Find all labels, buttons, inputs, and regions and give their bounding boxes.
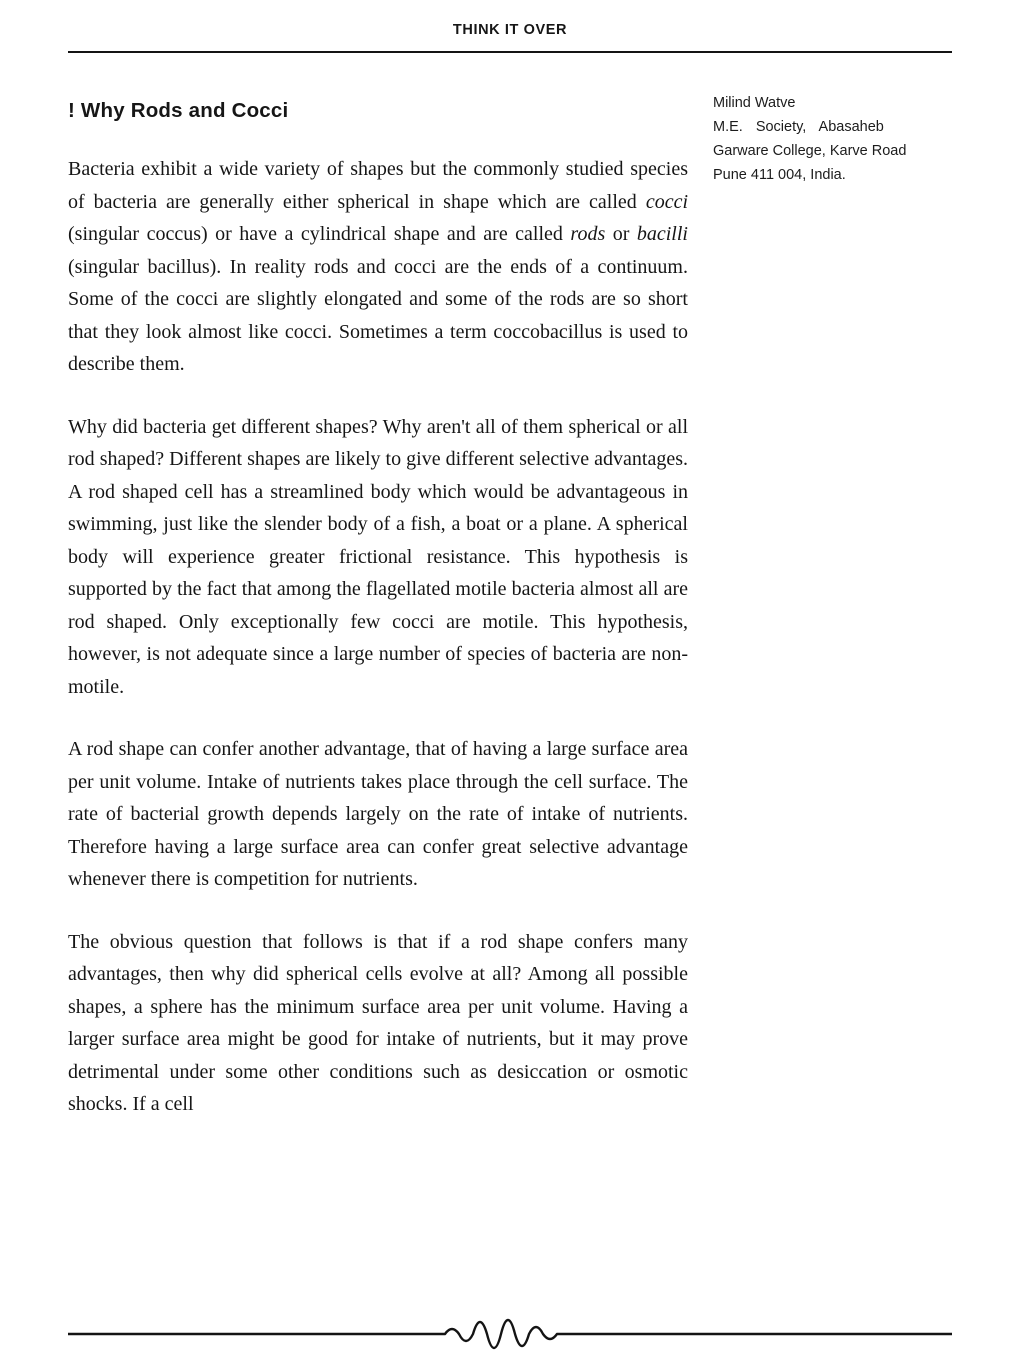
footer-decoration [68, 1307, 952, 1351]
paragraph [68, 411, 688, 704]
article-column [68, 89, 688, 1151]
wave-squiggle-icon [68, 1307, 952, 1351]
author-name: Milind Watve [713, 95, 796, 111]
author-affiliation-line: M.E. Society, Abasaheb [713, 119, 884, 135]
article-body [68, 153, 688, 1121]
author-affiliation-line: Garware College, Karve Road [713, 143, 907, 159]
text-run: (singular bacillus). In reality rods and cocci are the ends of a continuum. Some of the cocci are slightly elongated and some of the rods are so short that they look almost like cocci. Sometimes a term coccobacillus is used to describe them. [68, 255, 688, 375]
paragraph [68, 926, 688, 1121]
page-content [68, 89, 952, 1151]
text-run: Bacteria exhibit a wide variety of shapes but the commonly studied species of bacteria are generally either spherical in shape which are called [68, 158, 688, 213]
text-run: A rod shape can confer another advantage, that of having a large surface area per unit volume. Intake of nutrients takes place through the cell surface. The rate of bacterial growth depends largely on the rate of intake of nutrients. Therefore having a large surface area can confer great selective advantage whenever there is competition for nutrients. [68, 738, 688, 890]
paragraph [68, 733, 688, 896]
author-address-line: Pune 411 004, India. [713, 167, 846, 183]
text-run: (singular coccus) or have a cylindrical shape and are called [68, 223, 571, 245]
section-header: THINK IT OVER [452, 22, 568, 38]
italic-term: bacilli [636, 223, 688, 245]
header-divider [68, 51, 952, 53]
text-run: The obvious question that follows is that if a rod shape confers many advantages, then why did spherical cells evolve at all? Among all possible shapes, a sphere has the minimum surface area per unit volume. Having a larger surface area might be good for intake of nutrients, but it may prove detrimental under some other conditions such as desiccation or osmotic shocks. If a cell [68, 930, 688, 1115]
article-title: ! Why Rods and Cocci [68, 99, 289, 122]
italic-term: cocci [645, 190, 688, 213]
italic-term: rods [570, 223, 606, 245]
text-run: Why did bacteria get different shapes? Why aren't all of them spherical or all rod shaped? Different shapes are likely to give different selective advantages. A rod shaped cell has a streamlined body which would be advantageous in swimming, just like the slender body of a fish, a boat or a plane. A spherical body will experience greater frictional resistance. This hypothesis is supported by the fact that among the flagellated motile bacteria almost all are rod shaped. Only exceptionally few cocci are motile. This hypothesis, however, is not adequate since a large number of species of bacteria are non-motile. [68, 415, 688, 698]
paragraph [68, 153, 688, 381]
author-info [713, 89, 959, 1151]
page-header [68, 0, 952, 53]
text-run: or [605, 223, 637, 245]
